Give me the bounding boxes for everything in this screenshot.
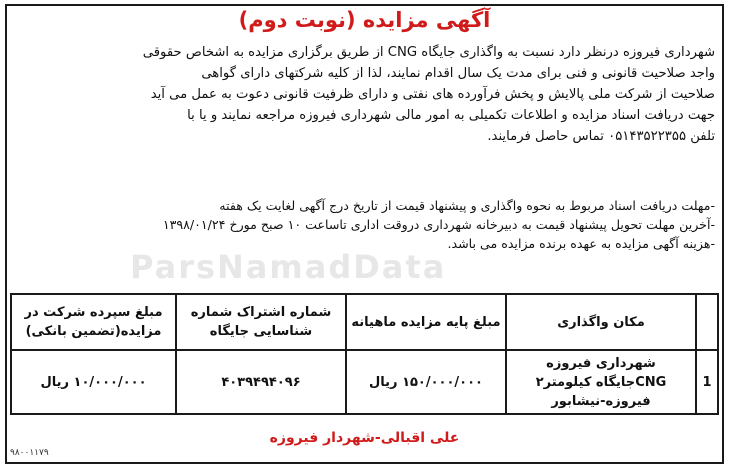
body-line: واجد صلاحیت قانونی و فنی برای مدت یک سال اقدام نمایند، لذا از کلیه شرکتهای دارای گواهی bbox=[201, 66, 715, 81]
note-line: -هزینه آگهی مزایده به عهده برنده مزایده می باشد. bbox=[447, 236, 715, 251]
notice-title: آگهی مزایده (نوبت دوم) bbox=[238, 8, 491, 32]
header-location: مکان واگذاری bbox=[506, 294, 696, 350]
header-rownum bbox=[696, 294, 718, 350]
cell-deposit: ۱۰/۰۰۰/۰۰۰ ریال bbox=[11, 350, 176, 414]
notice-notes bbox=[14, 196, 715, 253]
body-line: شهرداری فیروزه درنظر دارد نسبت به واگذاری جایگاه CNG از طریق برگزاری مزایده به اشخاص حقوقی bbox=[142, 45, 715, 60]
table-row bbox=[11, 350, 718, 414]
watermark: ParsNamadData bbox=[130, 248, 447, 286]
signature: علی اقبالی-شهردار فیروزه bbox=[269, 430, 460, 446]
body-line: جهت دریافت اسناد مزایده و اطلاعات تکمیلی به امور مالی شهرداری فیروزه مراجعه نمایند و یا با bbox=[187, 108, 715, 123]
cell-location: شهرداری فیروزه CNGجایگاه کیلومتر۲ فیروزه-نیشابور bbox=[506, 350, 696, 414]
table-header-row bbox=[11, 294, 718, 350]
body-line: تلفن ۰۵۱۴۳۵۲۲۳۵۵ تماس حاصل فرمایند. bbox=[487, 129, 715, 144]
cell-base-price: ۱۵۰/۰۰۰/۰۰۰ ریال bbox=[346, 350, 506, 414]
body-line: صلاحیت از شرکت ملی پالایش و پخش فرآورده های نفتی و دارای ظرفیت قانونی دعوت به عمل می آید bbox=[150, 87, 715, 102]
auction-table bbox=[10, 293, 719, 415]
notice-body bbox=[14, 42, 715, 147]
cell-rownum: 1 bbox=[696, 350, 718, 414]
cell-subscription: ۴۰۳۹۴۹۴۰۹۶ bbox=[176, 350, 346, 414]
header-base-price: مبلغ پایه مزایده ماهیانه bbox=[346, 294, 506, 350]
notice-code: ۹۸۰۰۱۱۷۹ bbox=[10, 448, 49, 458]
header-subscription: شماره اشتراک شماره شناسایی جایگاه bbox=[176, 294, 346, 350]
header-deposit: مبلغ سپرده شرکت در مزایده(تضمین بانکی) bbox=[11, 294, 176, 350]
note-line: -مهلت دریافت اسناد مربوط به نحوه واگذاری و پیشنهاد قیمت از تاریخ درج آگهی لغایت یک هفته bbox=[219, 198, 715, 213]
note-line: -آخرین مهلت تحویل پیشنهاد قیمت به دبیرخانه شهرداری دروقت اداری تاساعت ۱۰ صبح مورخ ۱۳۹۸/۰۱/۲۴ bbox=[162, 217, 715, 232]
